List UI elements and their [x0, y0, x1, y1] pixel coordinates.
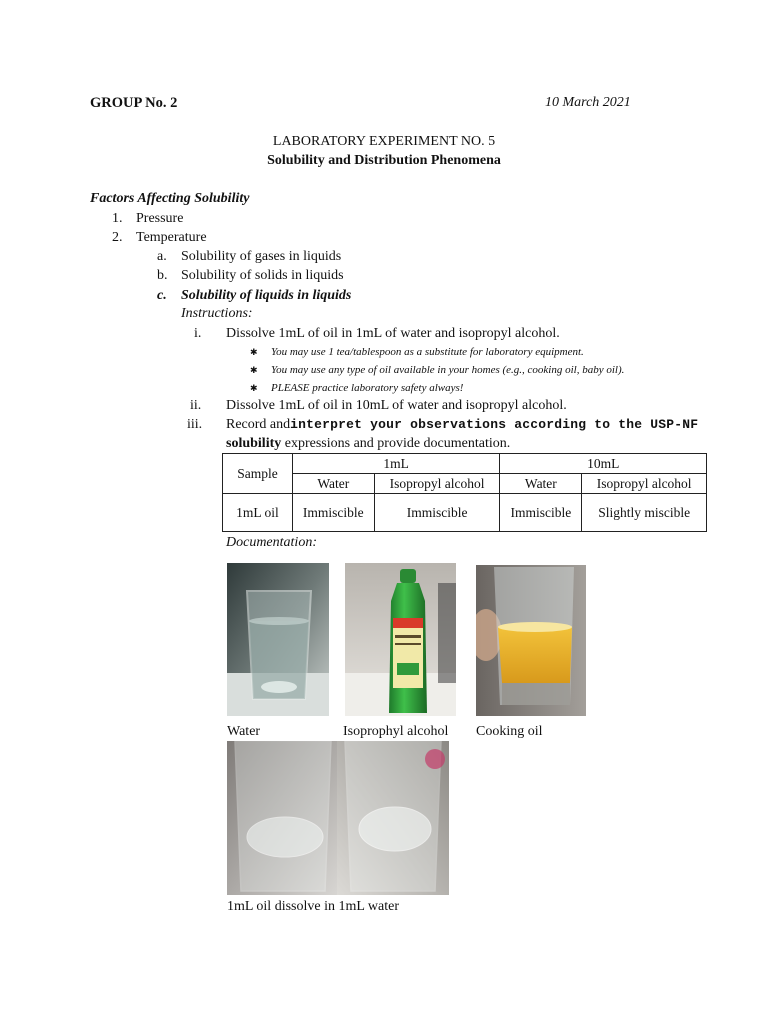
instruction-step-1: Dissolve 1mL of oil in 1mL of water and isopropyl alcohol.: [226, 326, 560, 341]
table-header-10ml: 10mL: [500, 454, 707, 474]
water-glass-photo: [227, 563, 329, 716]
photo-caption-isopropyl: Isoprophyl alcohol: [343, 724, 449, 739]
table-subheader: Water: [500, 474, 582, 494]
table-cell: Immiscible: [500, 494, 582, 532]
roman-numeral: iii.: [187, 417, 203, 432]
section-heading: Factors Affecting Solubility: [90, 191, 250, 206]
instruction-step-3-line1: [226, 416, 699, 434]
list-item-temperature: Temperature: [136, 230, 207, 245]
table-header-sample: Sample: [223, 454, 293, 494]
list-letter: c.: [157, 288, 167, 303]
note-item: You may use any type of oil available in your homes (e.g., cooking oil, baby oil).: [271, 364, 625, 376]
list-letter: b.: [157, 268, 168, 283]
experiment-subtitle: Solubility and Distribution Phenomena: [267, 153, 501, 168]
photo-caption-mixture: 1mL oil dissolve in 1mL water: [227, 899, 399, 914]
roman-numeral: ii.: [190, 398, 202, 413]
table-cell: Immiscible: [292, 494, 374, 532]
photo-caption-water: Water: [227, 724, 261, 739]
date-label: 10 March 2021: [545, 95, 631, 110]
list-item-pressure: Pressure: [136, 211, 184, 226]
step-3-text: expressions and provide documentation.: [284, 436, 511, 451]
table-subheader: Isopropyl alcohol: [374, 474, 500, 494]
instructions-label: Instructions:: [181, 306, 253, 321]
note-bullet-icon: ✱: [250, 347, 258, 357]
roman-numeral: i.: [194, 326, 202, 341]
note-item: You may use 1 tea/tablespoon as a substitute for laboratory equipment.: [271, 346, 584, 358]
step-3-emphasis: interpret your observations according to the USP-NF: [290, 417, 699, 432]
documentation-label: Documentation:: [226, 535, 317, 550]
step-3-emphasis: solubility: [226, 436, 282, 451]
list-number: 2.: [112, 230, 123, 245]
table-row-label: 1mL oil: [223, 494, 293, 532]
table-cell: Immiscible: [374, 494, 500, 532]
list-letter: a.: [157, 249, 167, 264]
table-subheader: Water: [292, 474, 374, 494]
note-bullet-icon: ✱: [250, 365, 258, 375]
instruction-step-2: Dissolve 1mL of oil in 10mL of water and isopropyl alcohol.: [226, 398, 567, 413]
step-3-text: Record and: [226, 417, 291, 432]
photo-caption-cooking-oil: Cooking oil: [476, 724, 543, 739]
oil-water-mixture-photo: [227, 741, 449, 895]
list-number: 1.: [112, 211, 123, 226]
table-cell: Slightly miscible: [582, 494, 707, 532]
list-item-solids: Solubility of solids in liquids: [181, 268, 344, 283]
list-item-liquids: Solubility of liquids in liquids: [181, 288, 352, 303]
isopropyl-bottle-photo: [345, 563, 456, 716]
cooking-oil-photo: [476, 565, 586, 716]
note-item: PLEASE practice laboratory safety always!: [271, 382, 464, 394]
table-subheader: Isopropyl alcohol: [582, 474, 707, 494]
table-header-1ml: 1mL: [292, 454, 500, 474]
note-bullet-icon: ✱: [250, 383, 258, 393]
experiment-title: LABORATORY EXPERIMENT NO. 5: [272, 134, 496, 149]
results-table: [222, 453, 707, 532]
instruction-step-3-line2: [226, 435, 510, 453]
list-item-gases: Solubility of gases in liquids: [181, 249, 342, 264]
group-label: GROUP No. 2: [90, 95, 178, 111]
